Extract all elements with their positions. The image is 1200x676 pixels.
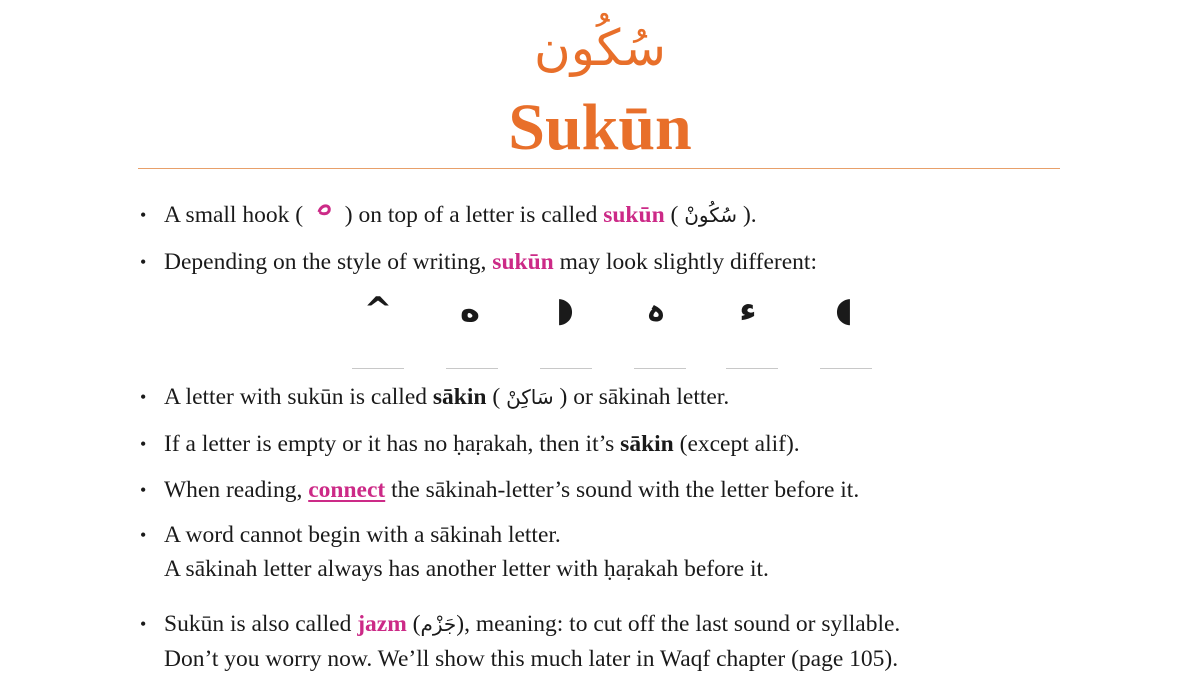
sukun-style-caret: ^	[363, 290, 393, 330]
sukun-style-curl: ء	[739, 290, 757, 330]
answer-blank[interactable]	[540, 368, 592, 369]
text-segment: Depending on the style of writing,	[164, 249, 493, 275]
sukun-style-small-hook: ہ	[646, 290, 666, 330]
term-connect: connect	[308, 477, 386, 503]
sukun-hook-icon	[309, 198, 339, 228]
sukun-style-half-curl: ◖	[835, 290, 853, 330]
text-segment: may look slightly different:	[553, 249, 817, 275]
text-segment: ).	[737, 202, 757, 228]
answer-blank[interactable]	[352, 368, 404, 369]
bullet-dot-icon: •	[140, 480, 147, 500]
text-segment: (	[664, 202, 685, 228]
bullet-dot-icon: •	[140, 525, 147, 545]
text-segment: (	[406, 611, 421, 637]
answer-blank[interactable]	[820, 368, 872, 369]
text-segment: (except alif).	[673, 431, 800, 457]
text-segment: (	[486, 384, 507, 410]
bullet-line: A word cannot begin with a sākinah letter.	[164, 522, 561, 548]
sukun-style-filled-hook: ◗	[556, 290, 574, 330]
text-segment: ), meaning: to cut off the last sound or syllable.	[456, 611, 901, 637]
title-divider	[138, 168, 1060, 169]
sukun-style-circle: ه	[459, 290, 481, 330]
term-sukun: sukūn	[492, 249, 554, 275]
text-segment: A small hook (	[164, 202, 309, 228]
answer-blank[interactable]	[634, 368, 686, 369]
title-arabic: سُكُون	[533, 19, 667, 77]
answer-blank[interactable]	[726, 368, 778, 369]
arabic-sukun: سُكُونْ	[684, 203, 738, 227]
text-segment: the sākinah-letter’s sound with the letter before it.	[385, 477, 860, 503]
text-segment: When reading,	[164, 477, 309, 503]
answer-blank[interactable]	[446, 368, 498, 369]
bullet-dot-icon: •	[140, 205, 147, 225]
text-segment: Sukūn is also called	[164, 611, 358, 637]
text-segment: ) on top of a letter is called	[338, 202, 604, 228]
text-segment: A letter with sukūn is called	[164, 384, 433, 410]
bullet-dot-icon: •	[140, 252, 147, 272]
arabic-jazm: جَزْم	[420, 612, 457, 636]
bullet-dot-icon: •	[140, 434, 147, 454]
term-sakin: sākin	[432, 384, 487, 410]
text-segment: ) or sākinah letter.	[553, 384, 730, 410]
term-jazm: jazm	[357, 611, 407, 637]
term-sukun: sukūn	[603, 202, 665, 228]
bullet-line: Don’t you worry now. We’ll show this much later in Waqf chapter (page 105).	[164, 646, 899, 672]
page-title: Sukūn	[508, 91, 692, 164]
bullet-dot-icon: •	[140, 614, 147, 634]
bullet-line: A sākinah letter always has another letter with ḥaṛakah before it.	[164, 556, 769, 582]
bullet-dot-icon: •	[140, 387, 147, 407]
term-sakin: sākin	[620, 431, 674, 457]
arabic-sakin: سَاكِنْ	[506, 385, 554, 409]
text-segment: If a letter is empty or it has no ḥaṛakah, then it’s	[164, 431, 621, 457]
